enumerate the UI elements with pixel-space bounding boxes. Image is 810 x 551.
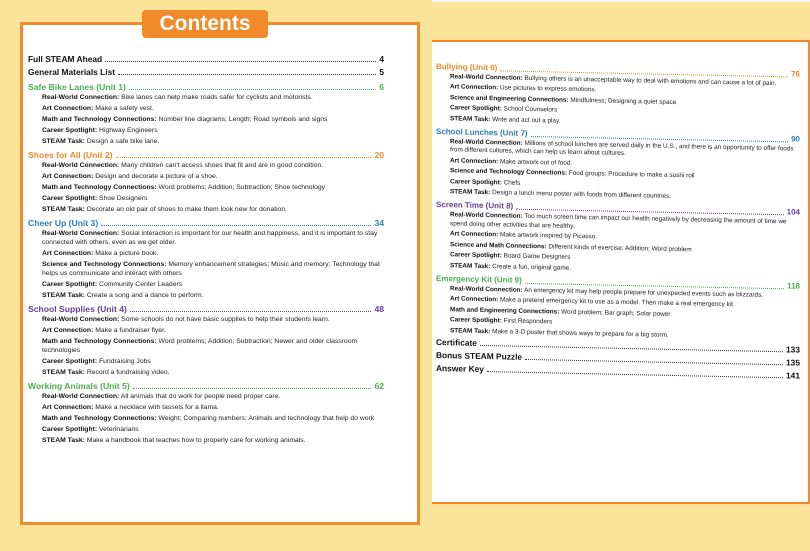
- unit-entry: [436, 199, 800, 277]
- unit-page: 6: [379, 82, 384, 92]
- unit-detail: [28, 403, 384, 412]
- toc-label: Full STEAM Ahead: [28, 54, 103, 64]
- detail-label: Art Connection:: [450, 157, 499, 166]
- detail-label: STEAM Task:: [450, 326, 491, 335]
- detail-text: Food groups; Procedure to make a sushi roll: [567, 169, 695, 180]
- detail-text: Make a 3-D poster that shows ways to prepare for a big storm.: [490, 327, 669, 339]
- right-page-frame: [426, 40, 810, 504]
- unit-detail: [28, 194, 384, 203]
- dot-leader: [105, 54, 376, 62]
- unit-page: 20: [374, 150, 384, 160]
- detail-label: Real-World Connection:: [450, 138, 523, 147]
- detail-label: STEAM Task:: [450, 188, 491, 197]
- unit-detail: [28, 357, 384, 366]
- detail-label: Math and Technology Connections:: [42, 415, 157, 422]
- unit-title: School Lunches (Unit 7): [436, 127, 528, 138]
- unit-entry: [436, 126, 800, 204]
- toc-page: 141: [786, 370, 800, 381]
- detail-label: Real-World Connection:: [42, 316, 120, 323]
- detail-label: Art Connection:: [450, 83, 499, 92]
- detail-label: STEAM Task:: [42, 292, 85, 299]
- toc-page: 4: [379, 54, 384, 64]
- detail-label: Real-World Connection:: [42, 393, 120, 400]
- unit-detail: [28, 326, 384, 335]
- right-contents-list: [436, 58, 800, 384]
- toc-label: General Materials List: [28, 67, 116, 77]
- detail-text: Word problems; Addition; Subtraction; Newer and older classroom technologies: [42, 338, 358, 354]
- detail-label: Career Spotlight:: [42, 127, 98, 134]
- detail-text: Make a safety vest.: [93, 105, 154, 112]
- detail-text: Create a fun, original game.: [490, 262, 572, 272]
- unit-page: 118: [787, 281, 800, 291]
- detail-label: Art Connection:: [42, 250, 94, 257]
- detail-label: Science and Math Connections:: [450, 240, 547, 251]
- detail-label: STEAM Task:: [42, 206, 85, 213]
- detail-text: Word problems; Addition; Subtraction; Shoe technology: [156, 184, 326, 191]
- unit-detail: [28, 229, 384, 247]
- unit-detail: [28, 414, 384, 423]
- dot-leader: [118, 67, 376, 75]
- unit-page: 62: [374, 381, 384, 391]
- detail-label: Math and Technology Connections:: [42, 184, 157, 191]
- detail-text: Decorate an old pair of shoes to make them look new for donation.: [84, 206, 288, 213]
- detail-text: Word problem; Bar graph; Solar power: [559, 308, 671, 318]
- detail-text: Design a lunch menu poster with foods from different countries.: [490, 189, 672, 200]
- detail-text: Design and decorate a picture of a shoe.: [93, 173, 218, 180]
- toc-page: 133: [786, 344, 800, 355]
- contents-title: Contents: [142, 10, 268, 38]
- detail-label: Science and Technology Connections:: [450, 167, 568, 177]
- detail-text: Highway Engineers: [97, 127, 158, 134]
- detail-label: Math and Technology Connections:: [42, 338, 157, 345]
- detail-text: Veterinarians: [97, 426, 139, 433]
- unit-page: 34: [374, 218, 384, 228]
- detail-text: Weight; Comparing numbers; Animals and technology that help do work: [156, 415, 375, 422]
- unit-entry: [436, 273, 800, 343]
- dot-leader: [133, 380, 372, 389]
- toc-label: Bonus STEAM Puzzle: [436, 349, 523, 362]
- detail-text: Millions of school lunches are served daily in the U.S., and there is an opportunity to offer foods from different cultures, which can help us learn about cultures.: [450, 139, 794, 158]
- detail-label: Science and Engineering Connections:: [450, 94, 569, 104]
- detail-text: Number line diagrams; Length; Road symbols and signs: [156, 116, 328, 123]
- unit-detail: [28, 161, 384, 170]
- detail-text: Many children can't access shoes that fit and are in good condition.: [119, 162, 324, 169]
- detail-text: Make a picture book.: [93, 250, 159, 257]
- unit-detail: [28, 126, 384, 135]
- dot-leader: [129, 81, 376, 90]
- unit-heading: [28, 149, 384, 161]
- unit-title: Safe Bike Lanes (Unit 1): [28, 82, 126, 92]
- detail-text: Board Game Designers: [501, 252, 571, 261]
- detail-text: Too much screen time can impact our health negatively by decreasing the amount of time we spend doing other activities that are healthy.: [450, 213, 787, 230]
- toc-label: Answer Key: [436, 362, 484, 374]
- unit-title: Screen Time (Unit 8): [436, 200, 514, 212]
- unit-page: 104: [786, 207, 800, 218]
- detail-text: Use pictures to express emotions.: [498, 84, 597, 94]
- unit-detail: [28, 280, 384, 289]
- detail-text: Bullying others is an unacceptable way to deal with emotions and can cause a lot of pain.: [522, 74, 777, 88]
- detail-text: Fundraising Jobs: [97, 358, 151, 365]
- unit-title: Working Animals (Unit 5): [28, 381, 130, 391]
- unit-entry: [28, 380, 384, 445]
- unit-detail: [28, 291, 384, 300]
- unit-detail: [28, 205, 384, 214]
- detail-label: Career Spotlight:: [42, 195, 98, 202]
- detail-text: Record a fundraising video.: [84, 369, 170, 376]
- detail-label: Real-World Connection:: [42, 162, 120, 169]
- unit-entry: [436, 61, 800, 131]
- unit-heading: [28, 81, 384, 93]
- unit-detail: [28, 104, 384, 113]
- detail-label: Art Connection:: [42, 105, 94, 112]
- detail-text: Make a fundraiser flyer.: [93, 327, 166, 334]
- unit-detail: [28, 337, 384, 355]
- detail-text: Social interaction is important for our health and happiness, and it is important to stay connected with others, even as we get older.: [42, 230, 378, 246]
- detail-text: First Responders: [501, 317, 553, 326]
- detail-label: Career Spotlight:: [450, 316, 502, 325]
- detail-label: Career Spotlight:: [450, 104, 502, 113]
- unit-entry: [28, 217, 384, 300]
- left-contents-list: [28, 54, 384, 447]
- detail-label: STEAM Task:: [42, 437, 85, 444]
- unit-detail: [28, 425, 384, 434]
- detail-label: Math and Engineering Connections:: [450, 306, 560, 316]
- unit-detail: [28, 368, 384, 377]
- detail-text: School Counselors: [501, 105, 558, 114]
- detail-label: Real-World Connection:: [42, 94, 120, 101]
- dot-leader: [116, 149, 372, 158]
- detail-label: Art Connection:: [42, 173, 94, 180]
- unit-heading: [28, 217, 384, 229]
- unit-entry: [28, 81, 384, 146]
- detail-label: Career Spotlight:: [450, 251, 502, 260]
- unit-detail: [28, 172, 384, 181]
- detail-text: Some schools do not have basic supplies to help their students learn.: [119, 316, 330, 323]
- unit-detail: [28, 315, 384, 324]
- unit-page: 48: [374, 304, 384, 314]
- detail-label: Art Connection:: [450, 295, 499, 304]
- unit-title: Cheer Up (Unit 3): [28, 218, 99, 228]
- detail-text: An emergency kit may help people prepare for unexpected events such as blizzards.: [522, 286, 764, 299]
- detail-label: Real-World Connection:: [450, 73, 523, 82]
- detail-label: Career Spotlight:: [42, 426, 98, 433]
- unit-detail: [28, 115, 384, 124]
- detail-text: Create a song and a dance to perform.: [84, 292, 204, 299]
- unit-detail: [28, 249, 384, 258]
- detail-label: Math and Technology Connections:: [42, 116, 157, 123]
- unit-detail: [28, 260, 384, 278]
- toc-page: 135: [786, 357, 800, 368]
- detail-label: Career Spotlight:: [450, 177, 502, 187]
- unit-heading: [28, 303, 384, 315]
- detail-label: Art Connection:: [450, 230, 499, 239]
- detail-text: Make artwork out of food.: [498, 158, 573, 167]
- detail-label: Real-World Connection:: [42, 230, 120, 237]
- detail-label: Science and Technology Connections:: [42, 261, 167, 268]
- unit-title: Emergency Kit (Unit 9): [436, 273, 522, 285]
- toc-row: [28, 67, 384, 78]
- detail-label: STEAM Task:: [42, 138, 85, 145]
- unit-detail: [28, 436, 384, 445]
- toc-page: 5: [379, 67, 384, 77]
- detail-label: STEAM Task:: [450, 114, 491, 123]
- detail-label: Real-World Connection:: [450, 211, 523, 221]
- detail-text: Make a pretend emergency kit to use as a model. Then make a real emergency kit.: [498, 296, 735, 309]
- dot-leader: [130, 303, 372, 312]
- detail-label: Art Connection:: [42, 404, 94, 411]
- unit-entry: [28, 149, 384, 214]
- unit-detail: [28, 392, 384, 401]
- detail-label: Career Spotlight:: [42, 281, 98, 288]
- detail-text: Memory enhancement strategies; Music and memory; Technology that helps us communicate and interact with others: [42, 261, 380, 277]
- unit-heading: [28, 380, 384, 392]
- unit-detail: [28, 93, 384, 102]
- unit-page: 90: [791, 134, 800, 144]
- toc-label: Certificate: [436, 336, 477, 348]
- detail-text: Different kinds of exercise; Addition; Word problem: [546, 243, 692, 254]
- detail-text: All animals that do work for people need proper care.: [119, 393, 281, 400]
- right-page: [418, 2, 810, 551]
- unit-page: 76: [791, 69, 800, 79]
- detail-text: Design a safe bike lane.: [84, 138, 160, 145]
- detail-text: Community Center Leaders: [97, 281, 183, 288]
- detail-text: Bike lanes can help make roads safer for cyclists and motorists.: [119, 94, 313, 101]
- unit-title: Bullying (Unit 6): [436, 62, 498, 73]
- detail-text: Write and act out a play.: [490, 115, 561, 125]
- unit-detail: [28, 137, 384, 146]
- unit-title: Shoes for All (Unit 2): [28, 150, 113, 160]
- detail-label: Real-World Connection:: [450, 285, 523, 294]
- unit-entry: [28, 303, 384, 377]
- toc-row: [28, 54, 384, 65]
- unit-title: School Supplies (Unit 4): [28, 304, 127, 314]
- detail-text: Mindfulness; Designing a quiet space: [568, 96, 677, 106]
- detail-text: Make a handbook that teaches how to properly care for working animals.: [84, 437, 306, 444]
- detail-label: Art Connection:: [42, 327, 94, 334]
- detail-text: Chefs: [501, 179, 521, 187]
- detail-text: Shoe Designers: [97, 195, 148, 202]
- detail-label: Career Spotlight:: [42, 358, 98, 365]
- detail-text: Make artwork inspired by Picasso.: [498, 231, 598, 241]
- detail-text: Make a necklace with tassels for a llama.: [93, 404, 219, 411]
- unit-detail: [28, 183, 384, 192]
- detail-label: STEAM Task:: [42, 369, 85, 376]
- detail-label: STEAM Task:: [450, 261, 491, 270]
- dot-leader: [101, 217, 371, 226]
